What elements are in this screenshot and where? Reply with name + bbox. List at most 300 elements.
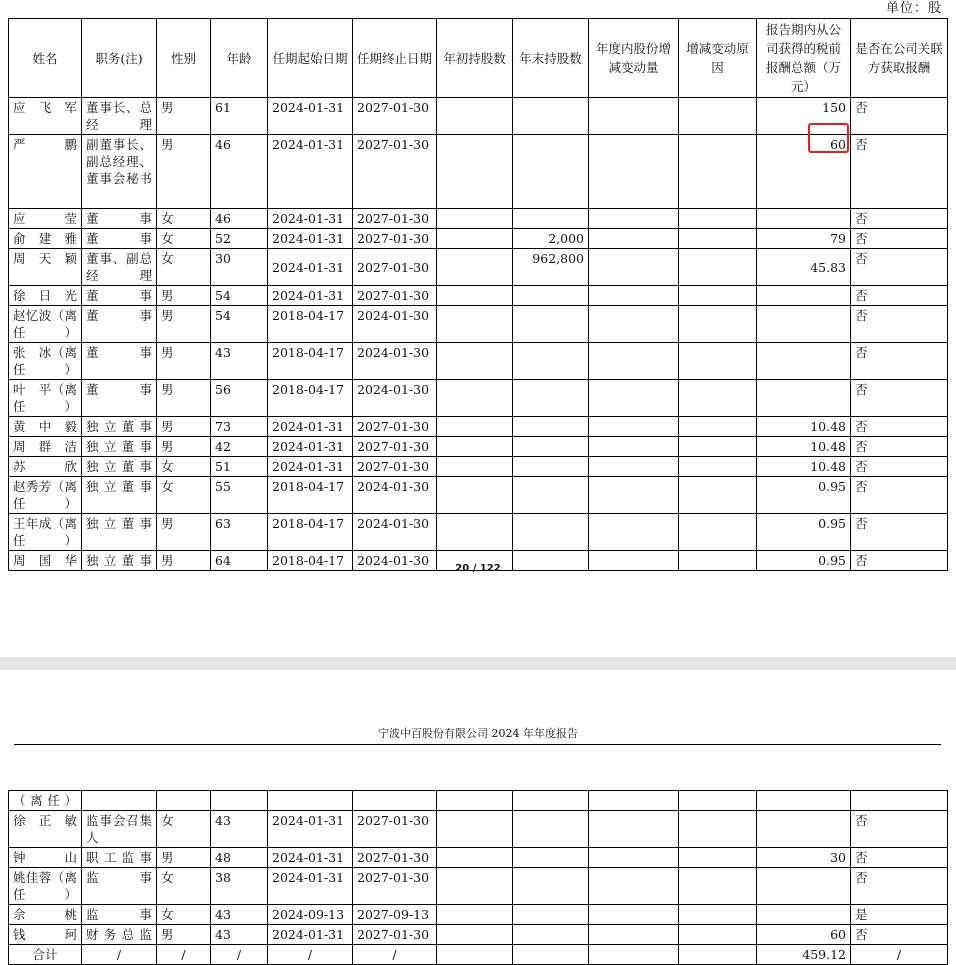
header-start-date: 任期起始日期 bbox=[268, 19, 353, 98]
cell-end-shares bbox=[513, 417, 589, 437]
cell-start-date: 2024-01-31 bbox=[268, 925, 353, 945]
cell-age: 56 bbox=[211, 380, 268, 417]
cell-share-change bbox=[589, 98, 679, 135]
cell-name: 应飞军 bbox=[9, 98, 82, 135]
cell-begin-shares bbox=[437, 286, 513, 306]
cell-begin-shares bbox=[437, 380, 513, 417]
cell-start-date: 2024-01-31 bbox=[268, 135, 353, 209]
table-row bbox=[9, 343, 948, 380]
cell-gender: 男 bbox=[157, 306, 211, 343]
total-cell-gender: / bbox=[157, 945, 211, 965]
cell-change-reason bbox=[679, 286, 757, 306]
cell-begin-shares bbox=[437, 343, 513, 380]
cell-begin-shares bbox=[437, 514, 513, 551]
cell-start-date: 2018-04-17 bbox=[268, 551, 353, 571]
cell-age: 52 bbox=[211, 229, 268, 249]
cell-title: 独立董事 bbox=[82, 437, 157, 457]
page-header-title: 宁波中百股份有限公司 2024 年年度报告 bbox=[378, 727, 578, 740]
cell-name: 黄中毅 bbox=[9, 417, 82, 437]
cell-change-reason bbox=[679, 249, 757, 286]
cell-change-reason bbox=[679, 868, 757, 905]
cell-end-shares bbox=[513, 811, 589, 848]
cell-start-date: 2024-01-31 bbox=[268, 457, 353, 477]
total-cell-change-reason bbox=[679, 945, 757, 965]
cell-related-party-pay: 否 bbox=[851, 135, 948, 209]
cell-begin-shares bbox=[437, 249, 513, 286]
cell-related-party-pay: 否 bbox=[851, 417, 948, 437]
cell-share-change bbox=[589, 791, 679, 811]
cell-end-date: 2027-09-13 bbox=[353, 905, 437, 925]
cell-pretax-pay: 45.83 bbox=[757, 249, 851, 286]
cell-start-date: 2024-01-31 bbox=[268, 417, 353, 437]
cell-end-date: 2027-01-30 bbox=[353, 437, 437, 457]
cell-start-date: 2024-01-31 bbox=[268, 98, 353, 135]
table-row bbox=[9, 209, 948, 229]
cell-change-reason bbox=[679, 457, 757, 477]
cell-pretax-pay: 0.95 bbox=[757, 477, 851, 514]
page-number: 20 / 122 bbox=[455, 563, 501, 574]
cell-begin-shares bbox=[437, 417, 513, 437]
cell-gender: 男 bbox=[157, 514, 211, 551]
cell-start-date: 2024-01-31 bbox=[268, 848, 353, 868]
cell-related-party-pay: 否 bbox=[851, 868, 948, 905]
header-age: 年龄 bbox=[211, 19, 268, 98]
cell-begin-shares bbox=[437, 306, 513, 343]
cell-end-shares bbox=[513, 905, 589, 925]
cell-related-party-pay: 否 bbox=[851, 229, 948, 249]
cell-end-date: 2027-01-30 bbox=[353, 868, 437, 905]
cell-pretax-pay bbox=[757, 791, 851, 811]
cell-change-reason bbox=[679, 209, 757, 229]
cell-start-date: 2018-04-17 bbox=[268, 380, 353, 417]
cell-start-date: 2024-01-31 bbox=[268, 249, 353, 286]
cell-age bbox=[211, 791, 268, 811]
cell-age: 42 bbox=[211, 437, 268, 457]
cell-related-party-pay: 否 bbox=[851, 925, 948, 945]
cell-begin-shares bbox=[437, 925, 513, 945]
cell-change-reason bbox=[679, 306, 757, 343]
cell-related-party-pay bbox=[851, 791, 948, 811]
total-cell-share-change bbox=[589, 945, 679, 965]
cell-title: 董事 bbox=[82, 286, 157, 306]
cell-end-date: 2027-01-30 bbox=[353, 135, 437, 209]
cell-start-date: 2024-01-31 bbox=[268, 868, 353, 905]
cell-begin-shares bbox=[437, 209, 513, 229]
cell-end-date: 2024-01-30 bbox=[353, 514, 437, 551]
cell-related-party-pay: 否 bbox=[851, 848, 948, 868]
cell-begin-shares bbox=[437, 229, 513, 249]
cell-age: 43 bbox=[211, 343, 268, 380]
cell-title: 董事 bbox=[82, 229, 157, 249]
cell-end-shares bbox=[513, 306, 589, 343]
highlight-box bbox=[808, 123, 849, 153]
cell-title: 董事 bbox=[82, 306, 157, 343]
remuneration-table-continued bbox=[8, 790, 948, 965]
table-row bbox=[9, 249, 948, 286]
cell-begin-shares bbox=[437, 811, 513, 848]
cell-end-date: 2027-01-30 bbox=[353, 848, 437, 868]
total-cell-end-date: / bbox=[353, 945, 437, 965]
cell-name: 徐正敏 bbox=[9, 811, 82, 848]
table-row bbox=[9, 477, 948, 514]
cell-end-date: 2024-01-30 bbox=[353, 380, 437, 417]
cell-share-change bbox=[589, 437, 679, 457]
cell-end-date: 2024-01-30 bbox=[353, 477, 437, 514]
cell-end-shares bbox=[513, 380, 589, 417]
cell-title: 独立董事 bbox=[82, 514, 157, 551]
cell-change-reason bbox=[679, 477, 757, 514]
cell-age: 63 bbox=[211, 514, 268, 551]
cell-gender: 男 bbox=[157, 98, 211, 135]
cell-start-date: 2024-01-31 bbox=[268, 437, 353, 457]
cell-pretax-pay: 79 bbox=[757, 229, 851, 249]
cell-share-change bbox=[589, 135, 679, 209]
cell-end-shares: 962,800 bbox=[513, 249, 589, 286]
cell-change-reason bbox=[679, 437, 757, 457]
cell-related-party-pay: 否 bbox=[851, 286, 948, 306]
table-row bbox=[9, 791, 948, 811]
cell-end-date: 2027-01-30 bbox=[353, 417, 437, 437]
cell-share-change bbox=[589, 848, 679, 868]
cell-age: 55 bbox=[211, 477, 268, 514]
cell-start-date: 2018-04-17 bbox=[268, 306, 353, 343]
cell-end-date: 2027-01-30 bbox=[353, 286, 437, 306]
cell-related-party-pay: 否 bbox=[851, 437, 948, 457]
cell-name: 严 鹏 bbox=[9, 135, 82, 209]
cell-related-party-pay: 否 bbox=[851, 306, 948, 343]
cell-age: 38 bbox=[211, 868, 268, 905]
cell-end-shares bbox=[513, 209, 589, 229]
cell-gender: 女 bbox=[157, 229, 211, 249]
cell-end-shares bbox=[513, 848, 589, 868]
cell-name: 应 莹 bbox=[9, 209, 82, 229]
header-change-reason: 增减变动原因 bbox=[679, 19, 757, 98]
cell-pretax-pay bbox=[757, 380, 851, 417]
cell-gender: 男 bbox=[157, 925, 211, 945]
cell-name: 徐日光 bbox=[9, 286, 82, 306]
cell-related-party-pay: 否 bbox=[851, 98, 948, 135]
cell-begin-shares bbox=[437, 477, 513, 514]
cell-title: 董事、副总经理 bbox=[82, 249, 157, 286]
cell-gender: 女 bbox=[157, 477, 211, 514]
cell-age: 46 bbox=[211, 209, 268, 229]
cell-gender: 女 bbox=[157, 457, 211, 477]
header-share-change: 年度内股份增减变动量 bbox=[589, 19, 679, 98]
cell-change-reason bbox=[679, 925, 757, 945]
cell-related-party-pay: 是 bbox=[851, 905, 948, 925]
cell-pretax-pay: 10.48 bbox=[757, 457, 851, 477]
total-cell-pretax-pay: 459.12 bbox=[757, 945, 851, 965]
cell-gender: 男 bbox=[157, 551, 211, 571]
table-row bbox=[9, 229, 948, 249]
cell-share-change bbox=[589, 380, 679, 417]
cell-change-reason bbox=[679, 848, 757, 868]
cell-name: 周群洁 bbox=[9, 437, 82, 457]
cell-name: 张 冰（离任） bbox=[9, 343, 82, 380]
total-cell-name: 合计 bbox=[9, 945, 82, 965]
cell-age: 64 bbox=[211, 551, 268, 571]
total-cell-begin-shares bbox=[437, 945, 513, 965]
table-row bbox=[9, 417, 948, 437]
cell-gender: 女 bbox=[157, 868, 211, 905]
cell-name: 钟 山 bbox=[9, 848, 82, 868]
cell-end-date: 2027-01-30 bbox=[353, 98, 437, 135]
cell-gender: 男 bbox=[157, 848, 211, 868]
cell-change-reason bbox=[679, 417, 757, 437]
cell-name: 叶 平（离任） bbox=[9, 380, 82, 417]
header-begin-shares: 年初持股数 bbox=[437, 19, 513, 98]
cell-start-date: 2018-04-17 bbox=[268, 514, 353, 551]
cell-begin-shares bbox=[437, 848, 513, 868]
cell-name: 王年成（离任） bbox=[9, 514, 82, 551]
cell-end-date: 2024-01-30 bbox=[353, 306, 437, 343]
cell-name: 周国华 bbox=[9, 551, 82, 571]
cell-start-date: 2024-09-13 bbox=[268, 905, 353, 925]
cell-begin-shares bbox=[437, 457, 513, 477]
cell-title: 职工监事 bbox=[82, 848, 157, 868]
table-row bbox=[9, 848, 948, 868]
table-row bbox=[9, 286, 948, 306]
cell-title: 独立董事 bbox=[82, 551, 157, 571]
cell-share-change bbox=[589, 457, 679, 477]
cell-share-change bbox=[589, 343, 679, 380]
cell-title: 董事长、总经理 bbox=[82, 98, 157, 135]
cell-age: 73 bbox=[211, 417, 268, 437]
cell-gender: 男 bbox=[157, 417, 211, 437]
cell-start-date: 2018-04-17 bbox=[268, 477, 353, 514]
cell-share-change bbox=[589, 925, 679, 945]
cell-share-change bbox=[589, 868, 679, 905]
cell-pretax-pay bbox=[757, 811, 851, 848]
cell-title: 独立董事 bbox=[82, 477, 157, 514]
cell-end-shares bbox=[513, 98, 589, 135]
cell-title: 独立董事 bbox=[82, 457, 157, 477]
cell-change-reason bbox=[679, 380, 757, 417]
cell-share-change bbox=[589, 811, 679, 848]
cell-begin-shares bbox=[437, 437, 513, 457]
cell-pretax-pay bbox=[757, 209, 851, 229]
cell-end-shares bbox=[513, 135, 589, 209]
cell-end-shares bbox=[513, 286, 589, 306]
cell-end-date: 2027-01-30 bbox=[353, 229, 437, 249]
cell-end-date: 2024-01-30 bbox=[353, 343, 437, 380]
cell-gender: 男 bbox=[157, 286, 211, 306]
cell-name: 赵忆波（离任） bbox=[9, 306, 82, 343]
cell-age: 61 bbox=[211, 98, 268, 135]
cell-age: 54 bbox=[211, 286, 268, 306]
cell-begin-shares bbox=[437, 905, 513, 925]
header-name: 姓名 bbox=[9, 19, 82, 98]
table-row bbox=[9, 868, 948, 905]
cell-gender: 男 bbox=[157, 380, 211, 417]
cell-end-shares bbox=[513, 868, 589, 905]
cell-age: 48 bbox=[211, 848, 268, 868]
cell-share-change bbox=[589, 514, 679, 551]
cell-related-party-pay: 否 bbox=[851, 457, 948, 477]
cell-gender: 男 bbox=[157, 343, 211, 380]
cell-gender: 男 bbox=[157, 437, 211, 457]
cell-begin-shares bbox=[437, 868, 513, 905]
page-break bbox=[0, 657, 956, 670]
cell-gender: 女 bbox=[157, 249, 211, 286]
cell-gender: 男 bbox=[157, 135, 211, 209]
cell-title: 监事会召集人 bbox=[82, 811, 157, 848]
table-row bbox=[9, 135, 948, 209]
header-gender: 性别 bbox=[157, 19, 211, 98]
cell-start-date: 2024-01-31 bbox=[268, 811, 353, 848]
header-end-date: 任期终止日期 bbox=[353, 19, 437, 98]
header-end-shares: 年末持股数 bbox=[513, 19, 589, 98]
cell-end-shares bbox=[513, 477, 589, 514]
cell-end-date: 2024-01-30 bbox=[353, 551, 437, 571]
cell-pretax-pay: 0.95 bbox=[757, 514, 851, 551]
cell-age: 46 bbox=[211, 135, 268, 209]
cell-end-date: 2027-01-30 bbox=[353, 811, 437, 848]
cell-start-date: 2024-01-31 bbox=[268, 209, 353, 229]
cell-related-party-pay: 否 bbox=[851, 514, 948, 551]
cell-change-reason bbox=[679, 811, 757, 848]
cell-pretax-pay: 10.48 bbox=[757, 437, 851, 457]
total-cell-end-shares bbox=[513, 945, 589, 965]
cell-end-shares bbox=[513, 457, 589, 477]
cell-title: 监事 bbox=[82, 868, 157, 905]
cell-change-reason bbox=[679, 791, 757, 811]
cell-title: 董事 bbox=[82, 380, 157, 417]
cell-end-shares bbox=[513, 925, 589, 945]
cell-title: 副董事长、副总经理、董事会秘书 bbox=[82, 135, 157, 209]
cell-share-change bbox=[589, 477, 679, 514]
cell-pretax-pay: 60 bbox=[757, 135, 851, 209]
cell-title: 财务总监 bbox=[82, 925, 157, 945]
cell-title: 董事 bbox=[82, 209, 157, 229]
cell-title: 独立董事 bbox=[82, 417, 157, 437]
cell-name: 钱 珂 bbox=[9, 925, 82, 945]
cell-name: 苏 欣 bbox=[9, 457, 82, 477]
header-title: 职务(注) bbox=[82, 19, 157, 98]
cell-gender bbox=[157, 791, 211, 811]
table-row bbox=[9, 905, 948, 925]
cell-begin-shares bbox=[437, 791, 513, 811]
cell-related-party-pay: 否 bbox=[851, 551, 948, 571]
cell-change-reason bbox=[679, 98, 757, 135]
cell-title: 监事 bbox=[82, 905, 157, 925]
cell-share-change bbox=[589, 286, 679, 306]
header-rule bbox=[14, 744, 941, 745]
cell-change-reason bbox=[679, 514, 757, 551]
cell-end-date: 2027-01-30 bbox=[353, 457, 437, 477]
cell-related-party-pay: 否 bbox=[851, 343, 948, 380]
table-header-row bbox=[9, 19, 948, 98]
cell-pretax-pay: 30 bbox=[757, 848, 851, 868]
cell-start-date: 2024-01-31 bbox=[268, 229, 353, 249]
cell-pretax-pay: 150 bbox=[757, 98, 851, 135]
cell-name: 俞建雅 bbox=[9, 229, 82, 249]
total-cell-related-party-pay: / bbox=[851, 945, 948, 965]
header-related-party-pay: 是否在公司关联方获取报酬 bbox=[851, 19, 948, 98]
cell-age: 43 bbox=[211, 925, 268, 945]
cell-pretax-pay bbox=[757, 306, 851, 343]
cell-change-reason bbox=[679, 229, 757, 249]
cell-start-date: 2024-01-31 bbox=[268, 286, 353, 306]
cell-begin-shares bbox=[437, 98, 513, 135]
cell-title bbox=[82, 791, 157, 811]
cell-change-reason bbox=[679, 905, 757, 925]
cell-name: 佘 桃 bbox=[9, 905, 82, 925]
cell-end-shares: 2,000 bbox=[513, 229, 589, 249]
cell-gender: 女 bbox=[157, 209, 211, 229]
remuneration-table bbox=[8, 18, 948, 571]
cell-share-change bbox=[589, 229, 679, 249]
cell-end-date: 2027-01-30 bbox=[353, 925, 437, 945]
table-row bbox=[9, 437, 948, 457]
cell-related-party-pay: 否 bbox=[851, 249, 948, 286]
total-row bbox=[9, 945, 948, 965]
cell-end-shares bbox=[513, 437, 589, 457]
cell-start-date: 2018-04-17 bbox=[268, 343, 353, 380]
cell-pretax-pay bbox=[757, 343, 851, 380]
cell-end-date bbox=[353, 791, 437, 811]
table-row bbox=[9, 380, 948, 417]
cell-pretax-pay: 10.48 bbox=[757, 417, 851, 437]
cell-end-shares bbox=[513, 514, 589, 551]
cell-share-change bbox=[589, 905, 679, 925]
total-cell-age: / bbox=[211, 945, 268, 965]
cell-pretax-pay bbox=[757, 905, 851, 925]
table-row bbox=[9, 514, 948, 551]
cell-age: 51 bbox=[211, 457, 268, 477]
table-row bbox=[9, 811, 948, 848]
total-cell-title: / bbox=[82, 945, 157, 965]
cell-pretax-pay: 60 bbox=[757, 925, 851, 945]
cell-share-change bbox=[589, 306, 679, 343]
total-cell-start-date: / bbox=[268, 945, 353, 965]
table-row bbox=[9, 306, 948, 343]
cell-end-date: 2027-01-30 bbox=[353, 249, 437, 286]
cell-begin-shares bbox=[437, 135, 513, 209]
cell-pretax-pay: 0.95 bbox=[757, 551, 851, 571]
cell-age: 43 bbox=[211, 905, 268, 925]
cell-related-party-pay: 否 bbox=[851, 811, 948, 848]
cell-gender: 女 bbox=[157, 905, 211, 925]
cell-title: 董事 bbox=[82, 343, 157, 380]
table-row bbox=[9, 98, 948, 135]
cell-change-reason bbox=[679, 343, 757, 380]
cell-name: 赵秀芳（离任） bbox=[9, 477, 82, 514]
cell-pretax-pay bbox=[757, 286, 851, 306]
cell-age: 43 bbox=[211, 811, 268, 848]
cell-end-shares bbox=[513, 791, 589, 811]
cell-share-change bbox=[589, 417, 679, 437]
cell-end-shares bbox=[513, 343, 589, 380]
unit-label: 单位：股 bbox=[885, 1, 942, 16]
cell-end-date: 2027-01-30 bbox=[353, 209, 437, 229]
cell-age: 54 bbox=[211, 306, 268, 343]
header-pretax-pay: 报告期内从公司获得的税前报酬总额（万元） bbox=[757, 19, 851, 98]
cell-share-change bbox=[589, 209, 679, 229]
cell-related-party-pay: 否 bbox=[851, 209, 948, 229]
table-row bbox=[9, 457, 948, 477]
cell-name: 周天颖 bbox=[9, 249, 82, 286]
cell-name: 姚佳蓉（离任） bbox=[9, 868, 82, 905]
cell-share-change bbox=[589, 249, 679, 286]
cell-change-reason bbox=[679, 135, 757, 209]
cell-related-party-pay: 否 bbox=[851, 477, 948, 514]
cell-start-date bbox=[268, 791, 353, 811]
table-row bbox=[9, 925, 948, 945]
cell-pretax-pay bbox=[757, 868, 851, 905]
cell-related-party-pay: 否 bbox=[851, 380, 948, 417]
cell-age: 30 bbox=[211, 249, 268, 286]
